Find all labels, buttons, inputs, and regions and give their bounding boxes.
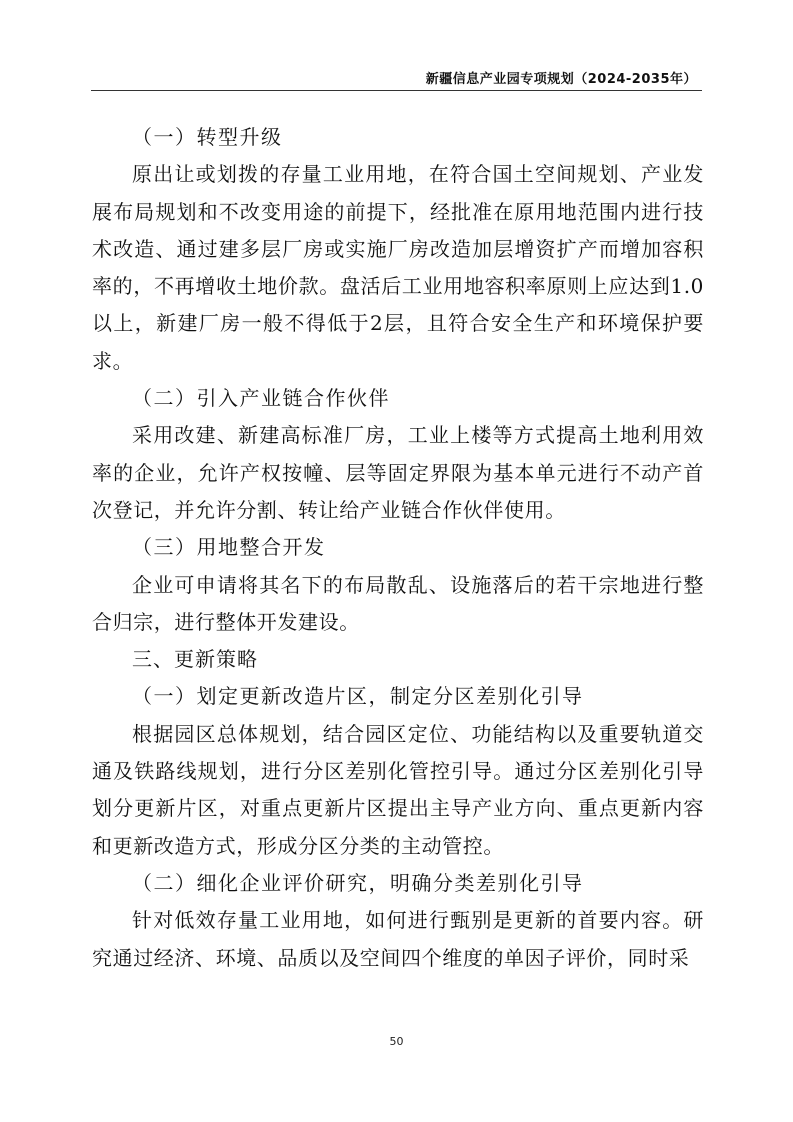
subsection-heading-enterprise-evaluation: （二）细化企业评价研究，明确分类差别化引导 [132,870,584,895]
header-divider [91,90,702,91]
page-body [92,119,704,977]
subsection-heading-transformation: （一）转型升级 [132,125,283,149]
running-header-title: 新疆信息产业园专项规划（2024-2035年） [425,72,697,87]
page-number: 50 [389,1035,404,1048]
section-heading-renewal-strategy: 三、更新策略 [132,647,258,672]
subsection-heading-land-integration: （三）用地整合开发 [132,535,326,560]
body-paragraph: 采用改建、新建高标准厂房，工业上楼等方式提高土地利用效率的企业，允许产权按幢、层等固定界限为基本单元进行不动产首次登记，并允许分割、转让给产业链合作伙伴使用。 [92,423,704,522]
subsection-heading-renewal-zones: （一）划定更新改造片区，制定分区差别化引导 [132,684,584,709]
body-paragraph: 原出让或划拨的存量工业用地，在符合国土空间规划、产业发展布局规划和不改变用途的前提下，经批准在原用地范围内进行技术改造、通过建多层厂房或实施厂房改造加层增资扩产而增加容积率的，不再增收土地价款。盘活后工业用地容积率原则上应达到1.0以上，新建厂房一般不得低于2层，且符合安全生产和环境保护要求。 [92,162,704,373]
body-paragraph: 针对低效存量工业用地，如何进行甄别是更新的首要内容。研究通过经济、环境、品质以及空间四个维度的单因子评价，同时采 [92,908,704,970]
body-paragraph: 企业可申请将其名下的布局散乱、设施落后的若干宗地进行整合归宗，进行整体开发建设。 [92,572,704,634]
subsection-heading-partners: （二）引入产业链合作伙伴 [132,386,390,411]
body-paragraph: 根据园区总体规划，结合园区定位、功能结构以及重要轨道交通及铁路线规划，进行分区差别化管控引导。通过分区差别化引导划分更新片区，对重点更新片区提出主导产业方向、重点更新内容和更新改造方式，形成分区分类的主动管控。 [92,721,704,858]
